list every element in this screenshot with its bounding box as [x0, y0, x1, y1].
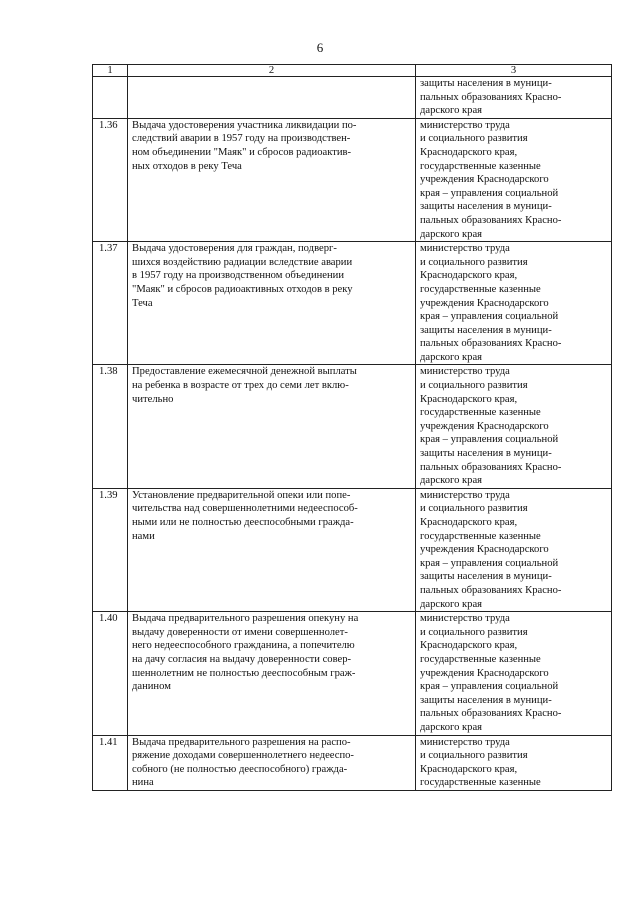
header-col-2: 2	[128, 65, 416, 77]
authority-text-line: и социального развития	[420, 503, 528, 515]
service-cell	[128, 612, 416, 735]
authority-cell	[416, 735, 612, 790]
service-text-line: ном объединении "Маяк" и сбросов радиоактив-	[132, 146, 352, 158]
service-text-line: чительства над совершеннолетними недееспособ-	[132, 503, 358, 515]
row-number: 1.38	[93, 365, 128, 488]
authority-text-line: защиты населения в муници-	[420, 694, 552, 706]
authority-cell	[416, 242, 612, 365]
service-text-line: Выдача удостоверения участника ликвидации по-	[132, 119, 357, 131]
table-row	[93, 488, 612, 611]
service-text-line: Выдача удостоверения для граждан, подверг-	[132, 243, 337, 255]
authority-text-line: и социального развития	[420, 380, 528, 392]
authority-text-line: Краснодарского края,	[420, 270, 518, 282]
authority-text-line: края – управления социальной	[420, 187, 559, 199]
authority-text-line: защиты населения в муници-	[420, 201, 552, 213]
authority-text-line: государственные казенные	[420, 530, 541, 542]
authority-cell	[416, 612, 612, 735]
authority-text-line: и социального развития	[420, 133, 528, 145]
authority-text-line: и социального развития	[420, 750, 528, 762]
authority-text-line: края – управления социальной	[420, 311, 559, 323]
service-cell	[128, 118, 416, 241]
services-table	[92, 64, 612, 791]
authority-text-line: края – управления социальной	[420, 681, 559, 693]
authority-text-line: учреждения Краснодарского	[420, 174, 549, 186]
authority-text-line: Краснодарского края,	[420, 517, 518, 528]
authority-text-line: дарского края	[420, 105, 483, 117]
service-text-line: Установление предварительной опеки или попе-	[132, 489, 351, 501]
authority-text-line: и социального развития	[420, 626, 528, 638]
authority-text-line: дарского края	[420, 475, 483, 487]
service-text-line: выдачу доверенности от имени совершеннолет-	[132, 626, 348, 638]
authority-text-line: государственные казенные	[420, 777, 541, 789]
authority-text-line: дарского края	[420, 228, 483, 240]
service-cell	[128, 735, 416, 790]
service-text-line: нина	[132, 777, 154, 789]
service-text-line: в 1957 году на производственном объединении	[132, 270, 345, 282]
row-number: 1.37	[93, 242, 128, 365]
table-row	[93, 612, 612, 735]
authority-text-line: защиты населения в муници-	[420, 448, 552, 460]
page-number: 6	[316, 40, 324, 55]
authority-text-line: края – управления социальной	[420, 434, 559, 446]
authority-text-line: защиты населения в муници-	[420, 324, 552, 336]
authority-text-line: государственные казенные	[420, 283, 541, 295]
service-text-line: Выдача предварительного разрешения опекуну на	[132, 613, 359, 625]
service-text-line: ными или не полностью дееспособными гражда-	[132, 517, 354, 528]
service-cell	[128, 365, 416, 488]
authority-cell	[416, 118, 612, 241]
header-col-3: 3	[416, 65, 612, 77]
service-text-line: на ребенка в возрасте от трех до семи лет вклю-	[132, 380, 349, 392]
authority-text-line: защиты населения в муници-	[420, 571, 552, 583]
authority-text-line: пальных образованиях Красно-	[420, 461, 562, 473]
authority-text-line: учреждения Краснодарского	[420, 420, 549, 432]
table-row	[93, 118, 612, 241]
authority-text-line: учреждения Краснодарского	[420, 667, 549, 679]
service-text-line: шихся воздействию радиации вследствие аварии	[132, 256, 353, 268]
authority-text-line: пальных образованиях Красно-	[420, 214, 562, 226]
authority-text-line: пальных образованиях Красно-	[420, 708, 562, 720]
authority-text-line: дарского края	[420, 721, 483, 733]
authority-text-line: государственные казенные	[420, 160, 541, 172]
service-text-line: Теча	[132, 297, 153, 309]
service-text-line: на дачу согласия на выдачу доверенности совер-	[132, 653, 352, 665]
service-text-line: Выдача предварительного разрешения на распо-	[132, 736, 351, 748]
service-text-line: Предоставление ежемесячной денежной выплаты	[132, 366, 357, 378]
row-number: 1.36	[93, 118, 128, 241]
authority-text-line: государственные казенные	[420, 653, 541, 665]
table-header-row	[93, 65, 612, 77]
authority-text-line: министерство труда	[420, 613, 510, 625]
service-cell	[128, 488, 416, 611]
service-text-line: "Маяк" и сбросов радиоактивных отходов в реку	[132, 283, 353, 295]
row-number	[93, 77, 128, 119]
authority-text-line: министерство труда	[420, 736, 510, 748]
service-cell	[128, 77, 416, 119]
authority-text-line: Краснодарского края,	[420, 393, 518, 405]
authority-text-line: защиты населения в муници-	[420, 78, 552, 89]
authority-text-line: министерство труда	[420, 119, 510, 131]
authority-text-line: и социального развития	[420, 256, 528, 268]
authority-cell	[416, 365, 612, 488]
service-text-line: собного (не полностью дееспособного) гражда-	[132, 763, 348, 775]
authority-text-line: министерство труда	[420, 243, 510, 255]
table-row	[93, 77, 612, 119]
service-text-line: нами	[132, 530, 155, 542]
table-row	[93, 735, 612, 790]
table-row	[93, 242, 612, 365]
authority-text-line: пальных образованиях Красно-	[420, 584, 562, 596]
authority-text-line: учреждения Краснодарского	[420, 297, 549, 309]
service-text-line: данином	[132, 681, 171, 693]
service-cell	[128, 242, 416, 365]
service-text-line: него недееспособного гражданина, а попечителю	[132, 640, 355, 652]
row-number: 1.39	[93, 488, 128, 611]
authority-text-line: Краснодарского края,	[420, 640, 518, 652]
header-col-1: 1	[93, 65, 128, 77]
authority-text-line: министерство труда	[420, 366, 510, 378]
authority-cell	[416, 77, 612, 119]
authority-text-line: министерство труда	[420, 489, 510, 501]
service-text-line: шеннолетним не полностью дееспособным граж-	[132, 667, 356, 679]
authority-text-line: края – управления социальной	[420, 557, 559, 569]
service-text-line: ряжение доходами совершеннолетнего недееспо-	[132, 750, 354, 762]
service-text-line: следствий аварии в 1957 году на производствен-	[132, 133, 351, 145]
row-number: 1.40	[93, 612, 128, 735]
service-text-line: ных отходов в реку Теча	[132, 160, 242, 172]
authority-text-line: Краснодарского края,	[420, 146, 518, 158]
table-row	[93, 365, 612, 488]
table-body	[93, 77, 612, 791]
authority-text-line: учреждения Краснодарского	[420, 544, 549, 556]
authority-text-line: пальных образованиях Красно-	[420, 338, 562, 350]
authority-text-line: дарского края	[420, 598, 483, 610]
authority-text-line: государственные казенные	[420, 407, 541, 419]
authority-text-line: пальных образованиях Красно-	[420, 91, 562, 103]
authority-text-line: Краснодарского края,	[420, 763, 518, 775]
authority-cell	[416, 488, 612, 611]
service-text-line: чительно	[132, 393, 174, 405]
authority-text-line: дарского края	[420, 351, 483, 363]
row-number: 1.41	[93, 735, 128, 790]
